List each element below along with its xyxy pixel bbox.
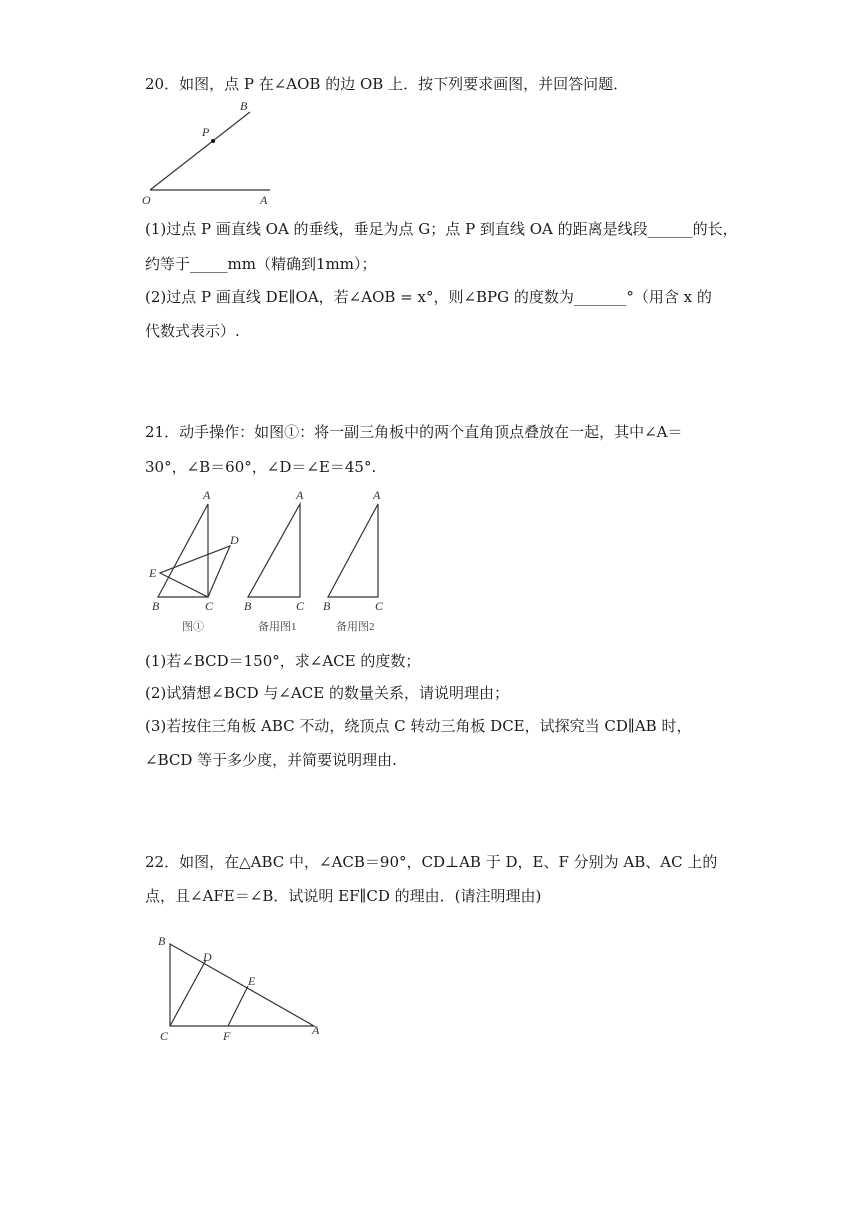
q22-figure — [150, 928, 340, 1052]
label-c: C — [160, 1029, 169, 1043]
q21-stem-line1: 21．动手操作：如图①：将一副三角板中的两个直角顶点叠放在一起，其中∠A＝ — [145, 423, 683, 441]
label-f: F — [223, 1029, 231, 1043]
q21-part2: (2)试猜想∠BCD 与∠ACE 的数量关系，请说明理由； — [145, 684, 509, 702]
segment-cd — [170, 960, 206, 1026]
fig1-triangle-abc — [158, 504, 208, 597]
q21-figures — [140, 484, 400, 640]
q22-stem-line1: 22．如图，在△ABC 中，∠ACB＝90°，CD⊥AB 于 D，E、F 分别为 AB、AC 上的 — [145, 853, 718, 871]
q20-part1-line1: (1)过点 P 画直线 OA 的垂线，垂足为点 G；点 P 到直线 OA 的距离是线段______的长， — [145, 220, 738, 238]
label-a: A — [260, 193, 268, 207]
fig1-label-a: A — [203, 488, 211, 502]
fig1-label-b: B — [152, 599, 160, 613]
spare1-label-a: A — [296, 488, 304, 502]
fig1-label-c: C — [205, 599, 214, 613]
label-e: E — [248, 974, 256, 988]
q20-part2-line2: 代数式表示）. — [145, 322, 240, 340]
q22-stem-line2: 点，且∠AFE＝∠B．试说明 EF∥CD 的理由．(请注明理由) — [145, 887, 542, 905]
spare1-caption: 备用图1 — [258, 621, 297, 633]
fig1-label-d: D — [230, 533, 239, 547]
spare2-label-b: B — [323, 599, 331, 613]
segment-ef — [228, 986, 248, 1026]
spare1-label-b: B — [244, 599, 252, 613]
q21-part1: (1)若∠BCD＝150°，求∠ACE 的度数； — [145, 652, 421, 670]
ray-ob — [150, 112, 250, 190]
q20-part1-line2: 约等于_____mm（精确到1mm）； — [145, 255, 377, 273]
label-p: P — [202, 125, 210, 139]
q21-part3-line1: (3)若按住三角板 ABC 不动，绕顶点 C 转动三角板 DCE，试探究当 CD∥AB 时， — [145, 717, 692, 735]
spare2-caption: 备用图2 — [336, 621, 375, 633]
label-a: A — [312, 1023, 320, 1037]
spare1-label-c: C — [296, 599, 305, 613]
q21-stem-line2: 30°，∠B＝60°，∠D＝∠E＝45°. — [145, 458, 377, 476]
label-b: B — [158, 934, 166, 948]
spare2-triangle-abc — [328, 504, 378, 597]
label-o: O — [142, 193, 151, 207]
q21-part3-line2: ∠BCD 等于多少度，并简要说明理由. — [145, 751, 397, 769]
spare1-triangle-abc — [248, 504, 300, 597]
point-p — [211, 139, 215, 143]
spare2-label-a: A — [373, 488, 381, 502]
label-d: D — [203, 950, 212, 964]
q20-part2-line1: (2)过点 P 画直线 DE∥OA，若∠AOB = x°，则∠BPG 的度数为_______°（用含 x 的 — [145, 288, 712, 306]
spare2-label-c: C — [375, 599, 384, 613]
label-b: B — [240, 99, 248, 113]
fig1-triangle-dce — [160, 546, 230, 597]
triangle-abc — [170, 944, 314, 1026]
fig1-label-e: E — [149, 566, 157, 580]
q20-figure — [140, 98, 290, 212]
fig1-caption: 图① — [182, 621, 204, 633]
q20-stem: 20．如图，点 P 在∠AOB 的边 OB 上．按下列要求画图，并回答问题． — [145, 75, 629, 93]
